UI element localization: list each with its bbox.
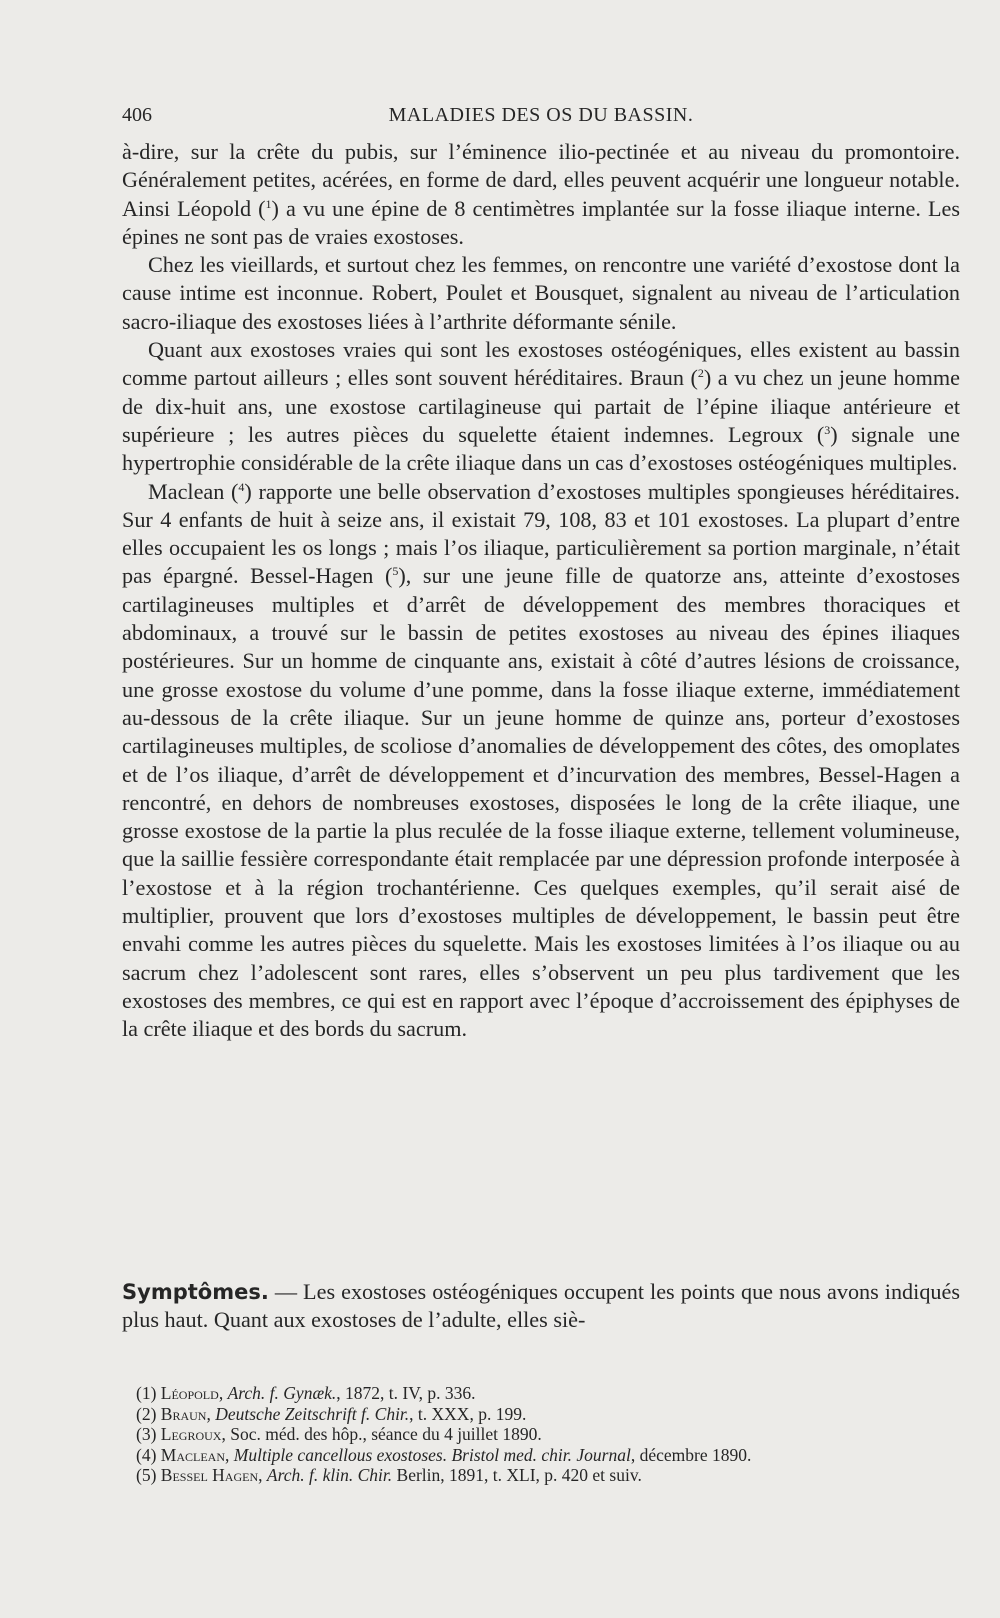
footnote-details: , 1872, t. IV, p. 336. bbox=[336, 1383, 476, 1403]
paragraph bbox=[122, 478, 960, 1044]
paragraph bbox=[122, 336, 960, 477]
footnote: (3) Legroux, Soc. méd. des hôp., séance du 4 juillet 1890. bbox=[136, 1424, 542, 1444]
paragraph-text: ) signale une hypertrophie considérable de la crête iliaque dans un cas d’exostoses ostéogéniques multiples. bbox=[122, 421, 960, 476]
footnote-author: Bessel Hagen bbox=[160, 1465, 259, 1485]
footnote-author: Legroux bbox=[160, 1424, 222, 1444]
symptoms-section bbox=[122, 1278, 960, 1335]
paragraph-text: Quant aux exostoses vraies qui sont les exostoses ostéogéniques, elles existent au bassin comme partout ailleurs ; elles sont souvent héréditaires. Braun ( bbox=[122, 337, 960, 391]
footnote-source: Multiple cancellous exostoses. Bristol med. chir. Journal bbox=[233, 1444, 631, 1465]
footnotes bbox=[136, 1383, 956, 1486]
page-number: 406 bbox=[122, 104, 152, 126]
footnote: (4) Maclean, Multiple cancellous exostoses. Bristol med. chir. Journal, décembre 1890. bbox=[136, 1444, 752, 1465]
running-head bbox=[122, 104, 960, 134]
footnote-details: , décembre 1890. bbox=[630, 1444, 752, 1465]
footnote-marker: (4) bbox=[136, 1444, 157, 1465]
footnote-details: , t. XXX, p. 199. bbox=[409, 1403, 527, 1424]
paragraph bbox=[122, 251, 960, 336]
paragraph-text: Maclean ( bbox=[148, 478, 239, 504]
footnote-author: Maclean bbox=[160, 1444, 226, 1465]
footnote-ref[interactable]: 2 bbox=[697, 366, 704, 381]
section-heading: Symptômes. bbox=[122, 1280, 269, 1304]
footnote-source: Arch. f. Gynæk. bbox=[227, 1383, 337, 1403]
footnote-author: Braun bbox=[160, 1403, 207, 1424]
footnote-marker: (2) bbox=[136, 1403, 157, 1424]
paragraph-text: ) rapporte une belle observation d’exostoses multiples spongieuses héréditaires. Sur 4 enfants de huit à seize ans, il existait 79, 108, 83 et 101 exostoses. La plupart d’entre elles occupaient les os longs ; mais l’os iliaque, particulièrement sa portion marginale, n’était pas épargné. Bessel-Hagen ( bbox=[122, 478, 960, 589]
footnote-author: Léopold bbox=[160, 1383, 219, 1403]
footnote-ref[interactable]: 4 bbox=[238, 479, 245, 494]
running-title: MALADIES DES OS DU BASSIN. bbox=[388, 104, 694, 126]
paragraph-text: ) a vu une épine de 8 centimètres implantée sur la fosse iliaque interne. Les épines ne sont pas de vraies exostoses. bbox=[122, 195, 960, 249]
footnote-details: Soc. méd. des hôp., séance du 4 juillet 1890. bbox=[230, 1424, 542, 1444]
footnote: (1) Léopold, Arch. f. Gynæk., 1872, t. IV, p. 336. bbox=[136, 1383, 476, 1403]
footnote-details: Berlin, 1891, t. XLI, p. 420 et suiv. bbox=[392, 1465, 642, 1485]
footnote-marker: (3) bbox=[136, 1424, 157, 1444]
footnote-source: Arch. f. klin. Chir. bbox=[266, 1465, 393, 1485]
section-text: — Les exostoses ostéogéniques occupent les points que nous avons indiqués plus haut. Quant aux exostoses de l’adulte, elles siè- bbox=[122, 1279, 960, 1333]
footnote-marker: (1) bbox=[136, 1383, 157, 1403]
paragraph bbox=[122, 138, 960, 251]
footnote-marker: (5) bbox=[136, 1465, 157, 1485]
footnote: (2) Braun, Deutsche Zeitschrift f. Chir., t. XXX, p. 199. bbox=[136, 1403, 527, 1424]
footnote-ref[interactable]: 1 bbox=[265, 196, 272, 211]
footnote-ref[interactable]: 3 bbox=[824, 422, 831, 437]
footnote-source: Deutsche Zeitschrift f. Chir. bbox=[215, 1403, 410, 1424]
paragraph-text: à-dire, sur la crête du pubis, sur l’éminence ilio-pectinée et au niveau du promontoire. Généralement petites, acérées, en forme de dard, elles peuvent acquérir une longueur notable. Ainsi Léopold ( bbox=[122, 139, 960, 221]
paragraph-text: ), sur une jeune fille de quatorze ans, atteinte d’exostoses cartilagineuses multiples et d’arrêt de développement des membres thoraciques et abdominaux, a trouvé sur le bassin de petites exostoses au niveau des épines iliaques postérieures. Sur un homme de cinquante ans, existait à côté d’autres lésions de croissance, une grosse exostose du volume d’une pomme, dans la fosse iliaque externe, immédiatement au-dessous de la crête iliaque. Sur un jeune homme de quinze ans, porteur d’exostoses cartilagineuses multiples, de scoliose d’anomalies de développement des côtes, des omoplates et de l’os iliaque, d’arrêt de développement et d’incurvation des membres, Bessel-Hagen a rencontré, en dehors de nombreuses exostoses, disposées le long de la crête iliaque, une grosse exostose de la partie la plus reculée de la fosse iliaque externe, tellement volumineuse, que la saillie fessière correspondante était remplacée par une dépression profonde interposée à l’exostose et à la région trochantérienne. Ces quelques exemples, qu’il serait aisé de multiplier, prouvent que lors d’exostoses multiples de développement, le bassin peut être envahi comme les autres pièces du squelette. Mais les exostoses limitées à l’os iliaque ou au sacrum chez l’adolescent sont rares, elles s’observent un peu plus tardivement que les exostoses des membres, ce qui est en rapport avec l’époque d’accroissement des épiphyses de la crête iliaque et des bords du sacrum. bbox=[122, 563, 960, 1042]
footnote: (5) Bessel Hagen, Arch. f. klin. Chir. Berlin, 1891, t. XLI, p. 420 et suiv. bbox=[136, 1465, 642, 1485]
body-text bbox=[122, 138, 960, 1044]
paragraph-text: ) a vu chez un jeune homme de dix-huit ans, une exostose cartilagineuse qui partait de l’épine iliaque antérieure et supérieure ; les autres pièces du squelette étaient indemnes. Legroux ( bbox=[122, 365, 960, 447]
footnote-ref[interactable]: 5 bbox=[392, 564, 399, 579]
paragraph-text: Chez les vieillards, et surtout chez les femmes, on rencontre une variété d’exostose dont la cause intime est inconnue. Robert, Poulet et Bousquet, signalent au niveau de l’articulation sacro-iliaque des exostoses liées à l’arthrite déformante sénile. bbox=[122, 252, 960, 334]
